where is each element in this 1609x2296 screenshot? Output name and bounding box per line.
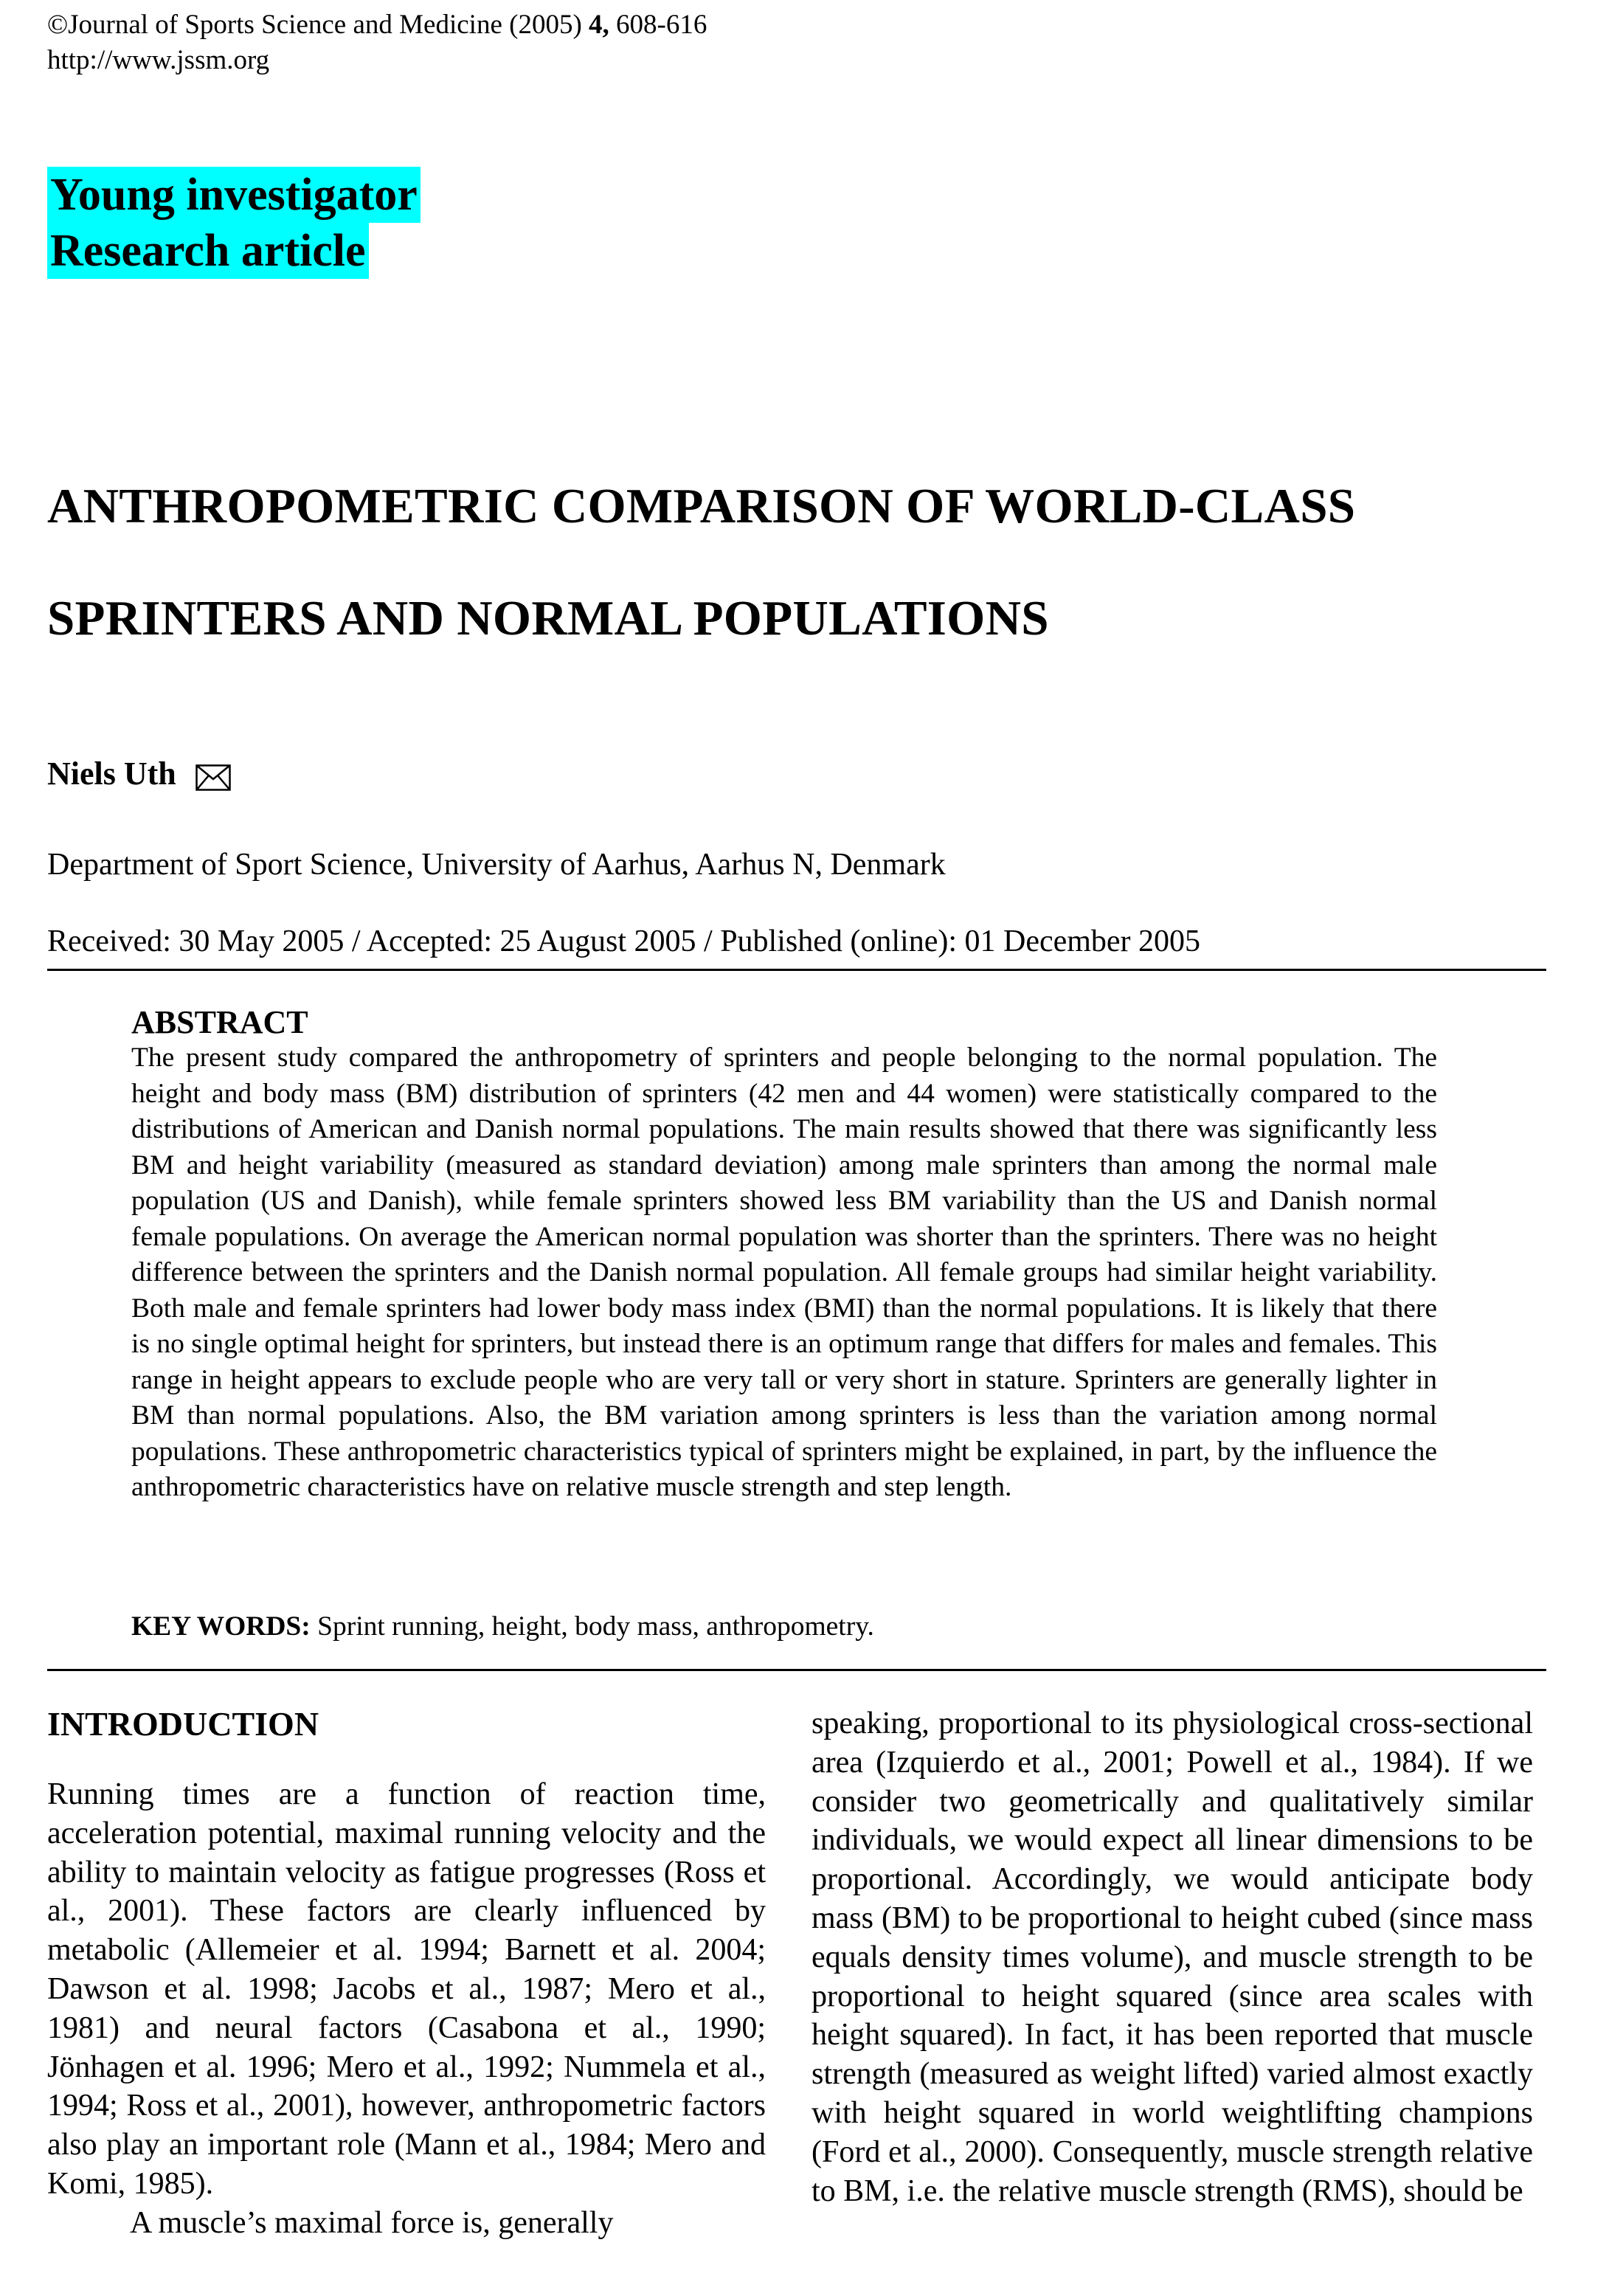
article-type-line-2: Research article [47,223,369,279]
journal-pages: 608-616 [609,10,707,40]
introduction-paragraph-1: Running times are a function of reaction time, acceleration potential, maximal running velocity and the ability to maintain velocity as fatigue progresses (Ross et al., 2001). These factors are clearly influenced by metabolic (Allemeier et al. 1994; Barnett et al. 2004; Dawson et al. 1998; Jacobs et al., 1987; Mero et al., 1981) and neural factors (Casabona et al., 1990; Jönhagen et al. 1996; Mero et al., 1992; Nummela et al., 1994; Ross et al., 2001), however, anthropometric factors also play an important role (Mann et al., 1984; Mero and Komi, 1985). [47,1777,766,2201]
envelope-icon[interactable] [195,761,231,787]
author-line [47,754,231,794]
keywords-label: KEY WORDS: [131,1611,311,1642]
article-type-label [47,167,421,279]
journal-citation [47,9,707,41]
introduction-heading: INTRODUCTION [47,1705,319,1743]
keywords-text: Sprint running, height, body mass, anthropometry. [310,1611,874,1642]
journal-volume: 4, [589,10,609,40]
abstract-text: The present study compared the anthropometry of sprinters and people belonging to the normal population. The height and body mass (BM) distribution of sprinters (42 men and 44 women) were statistically compared to the distributions of American and Danish normal populations. The main results showed that there was significantly less BM and height variability (measured as standard deviation) among male sprinters than among the normal male population (US and Danish), while female sprinters showed less BM variability than the US and Danish normal female populations. On average the American normal population was shorter than the sprinters. There was no height difference between the sprinters and the Danish normal population. All female groups had similar height variability. Both male and female sprinters had lower body mass index (BMI) than the normal populations. It is likely that there is no single optimal height for sprinters, but instead there is an optimum range that differs for males and females. This range in height appears to exclude people who are very tall or very short in stature. Sprinters are generally lighter in BM than normal populations. Also, the BM variation among sprinters is less than the variation among normal populations. These anthropometric characteristics typical of sprinters might be explained, in part, by the influence the anthropometric characteristics have on relative muscle strength and step length. [131,1042,1437,1502]
keywords [131,1609,1437,1645]
author-name: Niels Uth [47,755,176,792]
journal-name: ©Journal of Sports Science and Medicine (2005) [47,10,589,40]
publication-dates: Received: 30 May 2005 / Accepted: 25 August 2005 / Published (online): 01 December 2005 [47,924,1201,958]
left-column [47,1704,766,2243]
article-title-line-1: ANTHROPOMETRIC COMPARISON OF WORLD-CLASS [47,479,1356,533]
introduction-continued: speaking, proportional to its physiological cross-sectional area (Izquierdo et al., 2001; Powell et al., 1984). If we consider two geometrically and qualitatively similar individuals, we would expect all linear dimensions to be proportional. Accordingly, we would anticipate body mass (BM) to be proportional to height cubed (since mass equals density times volume), and muscle strength to be proportional to height squared (since area scales with height squared). In fact, it has been reported that muscle strength (measured as weight lifted) varied almost exactly with height squared in world weightlifting champions (Ford et al., 2000). Consequently, muscle strength relative to BM, i.e. the relative muscle strength (RMS), should be [812,1707,1533,2208]
author-affiliation: Department of Sport Science, University of Aarhus, Aarhus N, Denmark [47,848,946,882]
article-type-line-1: Young investigator [47,167,421,223]
abstract-heading: ABSTRACT [131,1004,308,1040]
journal-url[interactable]: http://www.jssm.org [47,45,270,75]
right-column [812,1704,1533,2210]
article-title-line-2: SPRINTERS AND NORMAL POPULATIONS [47,591,1049,646]
bottom-divider [47,1669,1546,1671]
introduction-paragraph-2: A muscle’s maximal force is, generally [130,2205,614,2240]
top-divider [47,969,1546,971]
